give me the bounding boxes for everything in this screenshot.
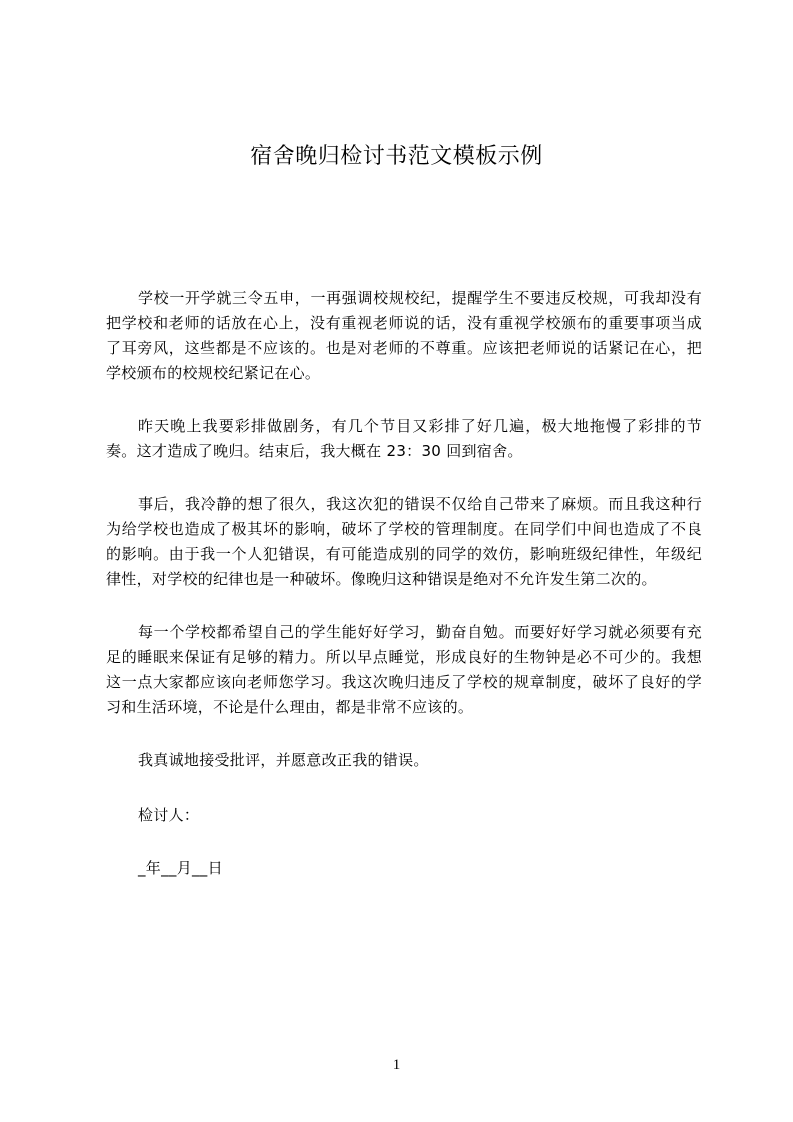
closing-statement: 我真诚地接受批评，并愿意改正我的错误。 [138,751,429,769]
date-line: _年__月__日 [138,859,223,877]
paragraph-1: 学校一开学就三令五申，一再强调校规校纪，提醒学生不要违反校规，可我却没有把学校和老师的话放在心上，没有重视老师说的话，没有重视学校颁布的重要事项当成了耳旁风，这些都是不应该的。也是对老师的不尊重。应该把老师说的话紧记在心，把学校颁布的校规校纪紧记在心。 [106,289,702,382]
signer-label: 检讨人： [138,806,200,824]
page-number: 1 [392,1057,401,1073]
document-title: 宿舍晚归检讨书范文模板示例 [250,144,543,169]
document-body [106,286,702,881]
paragraph-4: 每一个学校都希望自己的学生能好好学习，勤奋自勉。而要好好学习就必须要有充足的睡眠来保证有足够的精力。所以早点睡觉，形成良好的生物钟是必不可少的。我想这一点大家都应该向老师您学习。我这次晚归违反了学校的规章制度，破坏了良好的学习和生活环境，不论是什么理由，都是非常不应该的。 [106,623,702,716]
paragraph-2: 昨天晚上我要彩排做剧务，有几个节目又彩排了好几遍，极大地拖慢了彩排的节奏。这才造成了晚归。结束后，我大概在 23：30 回到宿舍。 [106,417,702,460]
paragraph-3: 事后，我冷静的想了很久，我这次犯的错误不仅给自己带来了麻烦。而且我这种行为给学校也造成了极其坏的影响，破坏了学校的管理制度。在同学们中间也造成了不良的影响。由于我一个人犯错误，有可能造成别的同学的效仿，影响班级纪律性，年级纪律性，对学校的纪律也是一种破坏。像晚归这种错误是绝对不允许发生第二次的。 [106,495,702,588]
